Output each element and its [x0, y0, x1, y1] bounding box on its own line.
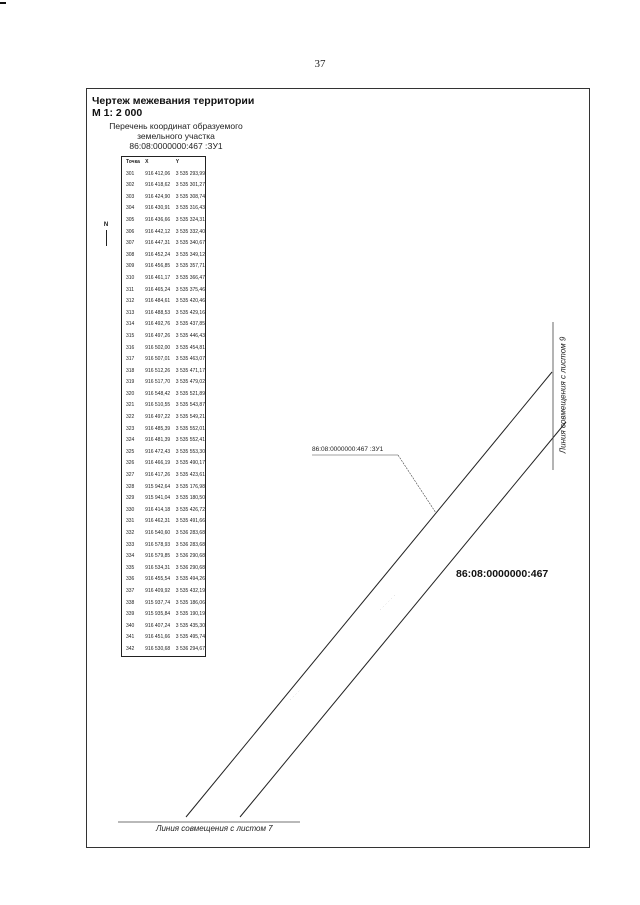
faint-guide-2	[380, 595, 395, 610]
cell-x: 916 579,85	[145, 553, 171, 560]
north-label: N	[103, 222, 109, 228]
cell-y: 3 535 549,21	[175, 414, 205, 421]
cell-y: 3 535 553,30	[175, 448, 205, 455]
cell-x: 916 424,90	[145, 193, 171, 200]
header-point: Точка	[126, 159, 140, 165]
cell-y: 3 535 471,17	[175, 367, 205, 374]
cell-point: 321	[126, 402, 135, 409]
cell-y: 3 535 446,43	[175, 332, 205, 339]
cell-y: 3 535 293,99	[175, 170, 205, 177]
cell-x: 916 497,26	[145, 332, 171, 339]
cell-x: 916 481,39	[145, 437, 171, 444]
cell-x: 916 436,66	[145, 216, 171, 223]
cell-x: 916 462,31	[145, 518, 171, 525]
cell-x: 916 442,12	[145, 228, 171, 235]
cell-x: 916 414,18	[145, 506, 171, 513]
cell-point: 331	[126, 518, 135, 525]
cell-x: 916 451,66	[145, 634, 171, 641]
caption-line-2: земельного участка	[137, 131, 215, 141]
cell-x: 915 937,74	[145, 599, 171, 606]
cell-x: 916 517,70	[145, 379, 171, 386]
cell-point: 337	[126, 587, 135, 594]
cell-x: 916 465,24	[145, 286, 171, 293]
cell-point: 319	[126, 379, 135, 386]
cell-y: 3 535 190,19	[175, 611, 205, 618]
cell-y: 3 535 432,19	[175, 587, 205, 594]
cell-x: 915 941,04	[145, 495, 171, 502]
cell-y: 3 535 332,40	[175, 228, 205, 235]
cell-point: 301	[126, 170, 135, 177]
cell-y: 3 535 494,26	[175, 576, 205, 583]
cell-x: 916 412,06	[145, 170, 171, 177]
cell-x: 916 540,60	[145, 530, 171, 536]
faint-guide-1	[290, 690, 300, 700]
cell-point: 336	[126, 576, 135, 583]
cell-point: 340	[126, 622, 135, 629]
cell-x: 916 456,85	[145, 263, 171, 270]
page-number: 37	[314, 58, 326, 70]
cell-point: 309	[126, 263, 135, 270]
cell-y: 3 535 375,46	[175, 286, 205, 293]
cell-x: 916 512,26	[145, 367, 171, 374]
cell-x: 916 510,55	[145, 402, 171, 409]
cell-y: 3 535 308,74	[175, 193, 205, 200]
cell-y: 3 535 429,16	[175, 309, 205, 316]
cell-point: 338	[126, 599, 135, 606]
cell-point: 311	[126, 286, 134, 293]
cell-x: 916 455,54	[145, 576, 171, 583]
cell-y: 3 535 366,47	[175, 274, 205, 281]
cell-point: 333	[126, 541, 135, 548]
cell-x: 916 461,17	[145, 274, 171, 281]
cell-x: 916 447,31	[145, 240, 171, 247]
cell-y: 3 535 479,02	[175, 379, 205, 386]
cell-y: 3 536 290,68	[175, 553, 205, 560]
cell-x: 916 472,43	[145, 448, 171, 455]
cell-x: 916 507,01	[145, 356, 171, 363]
cell-point: 328	[126, 483, 135, 490]
cell-y: 3 535 349,12	[175, 251, 205, 258]
cell-y: 3 535 357,71	[175, 263, 205, 270]
cell-point: 325	[126, 448, 135, 455]
cell-y: 3 535 426,72	[175, 506, 205, 513]
cell-y: 3 535 180,50	[175, 495, 205, 502]
cell-point: 312	[126, 298, 135, 305]
cell-y: 3 535 423,61	[175, 472, 205, 479]
cell-point: 316	[126, 344, 135, 351]
cell-point: 339	[126, 611, 135, 618]
cell-x: 916 578,93	[145, 541, 171, 548]
cell-y: 3 535 454,81	[175, 344, 205, 351]
cell-x: 916 548,42	[145, 390, 171, 397]
cell-point: 313	[126, 309, 135, 316]
cell-x: 915 935,84	[145, 611, 171, 618]
cell-x: 916 534,31	[145, 564, 171, 571]
parcel-label-leader	[398, 455, 436, 513]
cell-x: 916 488,53	[145, 309, 171, 316]
junction-label-bottom: Линия совмещения с листом 7	[156, 824, 273, 833]
cell-y: 3 535 420,46	[175, 298, 205, 305]
cell-point: 327	[126, 472, 135, 479]
cell-point: 324	[126, 437, 135, 444]
cell-point: 323	[126, 425, 135, 432]
cell-point: 306	[126, 228, 135, 235]
cell-x: 916 466,19	[145, 460, 171, 467]
cell-y: 3 536 294,67	[175, 645, 205, 652]
cell-y: 3 535 552,41	[175, 437, 205, 444]
cell-y: 3 535 340,67	[175, 240, 205, 247]
cell-y: 3 535 521,89	[175, 390, 205, 397]
cell-y: 3 535 435,30	[175, 622, 205, 629]
cell-point: 318	[126, 367, 135, 374]
cell-x: 916 492,76	[145, 321, 171, 328]
cell-x: 916 497,22	[145, 414, 171, 421]
cell-y: 3 535 543,87	[175, 402, 205, 409]
drawing-title: Чертеж межевания территории	[92, 95, 255, 107]
cell-point: 304	[126, 205, 135, 212]
header-y: Y	[175, 159, 180, 165]
cell-point: 302	[126, 182, 135, 189]
new-parcel-label: 86:08:0000000:467 :ЗУ1	[312, 446, 384, 453]
cell-y: 3 535 491,66	[175, 518, 205, 525]
cell-point: 329	[126, 495, 135, 502]
cell-x: 916 407,24	[145, 622, 171, 629]
cell-point: 303	[126, 193, 135, 200]
cell-point: 320	[126, 390, 135, 397]
cell-x: 916 430,91	[145, 205, 171, 212]
cell-x: 916 485,39	[145, 425, 171, 432]
cell-x: 916 452,24	[145, 251, 171, 258]
cell-y: 3 536 283,68	[175, 541, 205, 548]
cell-x: 916 484,61	[145, 298, 171, 305]
cell-point: 307	[126, 240, 135, 247]
cell-y: 3 535 437,85	[175, 321, 205, 328]
cell-x: 916 417,26	[145, 472, 171, 479]
cell-x: 915 942,64	[145, 483, 171, 490]
cell-point: 322	[126, 414, 135, 421]
cell-y: 3 535 324,31	[175, 216, 205, 223]
cell-point: 330	[126, 506, 135, 513]
junction-label-right: Линия совмещения с листом 9	[558, 336, 568, 454]
cell-x: 916 418,62	[145, 182, 171, 189]
cell-y: 3 535 316,43	[175, 205, 205, 212]
cell-point: 332	[126, 530, 135, 536]
cell-point: 314	[126, 321, 135, 328]
header-x: X	[145, 159, 149, 165]
cell-y: 3 535 186,06	[175, 599, 205, 606]
cell-y: 3 535 301,27	[175, 182, 205, 189]
caption-line-3: 86:08:0000000:467 :ЗУ1	[129, 141, 223, 151]
cell-point: 310	[126, 274, 135, 281]
parcel-boundary-left	[186, 372, 552, 817]
cell-point: 308	[126, 251, 135, 258]
parcel-number-label: 86:08:0000000:467	[456, 568, 549, 580]
cell-x: 916 530,68	[145, 645, 171, 652]
cell-y: 3 535 490,17	[175, 460, 205, 467]
cell-y: 3 535 495,74	[175, 634, 205, 641]
cell-y: 3 535 463,07	[175, 356, 205, 363]
cell-y: 3 535 552,01	[175, 425, 205, 432]
cell-point: 317	[126, 356, 135, 363]
cell-point: 315	[126, 332, 135, 339]
drawing-scale: М 1: 2 000	[92, 107, 143, 119]
cell-x: 916 502,00	[145, 344, 171, 351]
cell-y: 3 536 283,68	[175, 530, 205, 536]
cell-y: 3 535 176,98	[175, 483, 205, 490]
cell-point: 334	[126, 553, 135, 560]
caption-line-1: Перечень координат образуемого	[109, 121, 243, 131]
cell-point: 341	[126, 634, 135, 641]
cell-point: 335	[126, 564, 135, 571]
cell-x: 916 409,92	[145, 587, 171, 594]
cell-point: 342	[126, 645, 135, 652]
cell-y: 3 536 290,68	[175, 564, 205, 571]
cell-point: 305	[126, 216, 135, 223]
parcel-boundary-right	[240, 422, 566, 817]
cell-point: 326	[126, 460, 135, 467]
